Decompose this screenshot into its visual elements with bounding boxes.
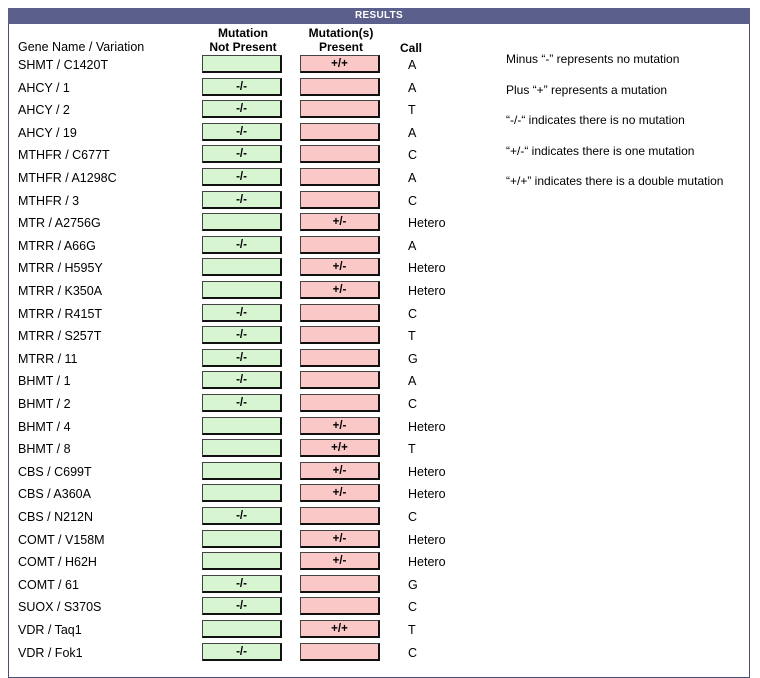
gene-variation: MTRR / 11 [18, 351, 78, 366]
gene-variation: COMT / 61 [18, 577, 79, 592]
table-row [0, 643, 500, 665]
table-row [0, 281, 500, 303]
table-row [0, 258, 500, 280]
mutation-present-cell: +/- [300, 213, 380, 231]
mutation-not-present-cell: -/- [202, 371, 282, 389]
call-value: C [408, 306, 418, 321]
call-value: A [408, 58, 417, 72]
table-row [0, 371, 500, 393]
mutation-not-present-cell [202, 417, 282, 435]
mutation-not-present-cell: -/- [202, 326, 282, 344]
gene-variation: MTHFR / A1298C [18, 171, 117, 185]
call-value: A [408, 125, 417, 140]
call-value: G [408, 351, 418, 366]
call-value: T [408, 329, 416, 344]
mutation-not-present-cell: -/- [202, 78, 282, 96]
table-row [0, 484, 500, 506]
mutation-present-cell [300, 507, 380, 525]
mutation-present-cell [300, 575, 380, 593]
table-row [0, 349, 500, 371]
mutation-not-present-cell [202, 552, 282, 570]
table-row [0, 394, 500, 416]
mutation-not-present-cell: -/- [202, 304, 282, 322]
mutation-not-present-cell: -/- [202, 100, 282, 118]
table-row [0, 304, 500, 326]
call-value: Hetero [408, 419, 446, 434]
table-row [0, 100, 500, 122]
gene-variation: COMT / V158M [18, 532, 105, 547]
mutation-present-cell: +/- [300, 462, 380, 480]
call-value: T [408, 442, 416, 457]
call-value: Hetero [408, 532, 446, 547]
results-title: RESULTS [8, 8, 750, 24]
not-present-header-line2: Not Present [209, 40, 277, 54]
gene-variation: CBS / C699T [18, 464, 92, 479]
table-row [0, 552, 500, 574]
mutation-present-cell: +/+ [300, 55, 380, 73]
gene-variation: AHCY / 1 [18, 80, 70, 95]
mutation-present-cell [300, 304, 380, 322]
call-value: Hetero [408, 487, 446, 502]
gene-variation: CBS / A360A [18, 487, 91, 502]
table-row [0, 597, 500, 619]
mutation-present-cell [300, 100, 380, 118]
call-value: T [408, 623, 416, 637]
call-value: Hetero [408, 555, 446, 570]
call-value: A [408, 238, 417, 253]
mutation-present-cell [300, 236, 380, 254]
call-value: Hetero [408, 464, 446, 479]
call-value: G [408, 577, 418, 592]
call-value: C [408, 645, 418, 660]
gene-variation: CBS / N212N [18, 510, 94, 524]
table-row [0, 145, 500, 167]
mutation-not-present-cell: -/- [202, 507, 282, 525]
call-value: C [408, 397, 418, 411]
table-row [0, 417, 500, 439]
table-row [0, 191, 500, 213]
present-header-line2: Present [318, 40, 364, 54]
gene-variation: BHMT / 2 [18, 397, 71, 411]
mutation-not-present-cell [202, 213, 282, 231]
mutation-not-present-cell: -/- [202, 597, 282, 615]
table-row [0, 123, 500, 145]
table-row [0, 530, 500, 552]
mutation-present-cell: +/+ [300, 620, 380, 638]
mutation-present-cell: +/- [300, 484, 380, 502]
call-value: Hetero [408, 216, 446, 231]
table-row [0, 439, 500, 461]
legend-line: “-/-“ indicates there is no mutation [506, 113, 685, 127]
call-value: C [408, 600, 418, 615]
call-value: C [408, 510, 418, 524]
legend-line: Minus “-” represents no mutation [506, 52, 680, 66]
call-value: Hetero [408, 284, 446, 298]
call-column-header: Call [400, 41, 423, 55]
mutation-not-present-cell: -/- [202, 168, 282, 186]
mutation-not-present-cell [202, 439, 282, 457]
call-value: A [408, 171, 417, 185]
mutation-present-cell [300, 123, 380, 141]
mutation-not-present-cell: -/- [202, 236, 282, 254]
present-column-header [297, 26, 385, 54]
mutation-present-cell [300, 191, 380, 209]
gene-variation: MTRR / R415T [18, 306, 103, 321]
not-present-column-header [200, 26, 286, 54]
mutation-present-cell [300, 349, 380, 367]
mutation-present-cell [300, 326, 380, 344]
gene-variation: BHMT / 8 [18, 442, 71, 457]
gene-variation: MTRR / A66G [18, 238, 96, 253]
table-row [0, 462, 500, 484]
mutation-not-present-cell [202, 530, 282, 548]
gene-variation: SUOX / S370S [18, 600, 102, 615]
call-value: T [408, 103, 416, 118]
call-value: C [408, 148, 418, 163]
mutation-present-cell [300, 597, 380, 615]
mutation-present-cell [300, 168, 380, 186]
mutation-present-cell: +/- [300, 258, 380, 276]
gene-variation: MTHFR / 3 [18, 193, 80, 208]
gene-column-header: Gene Name / Variation [18, 40, 145, 54]
mutation-not-present-cell [202, 484, 282, 502]
legend-line: “+/+” indicates there is a double mutation [506, 174, 724, 188]
mutation-present-cell: +/- [300, 552, 380, 570]
gene-variation: AHCY / 19 [18, 125, 77, 140]
table-row [0, 55, 500, 77]
gene-variation: BHMT / 1 [18, 374, 71, 389]
mutation-present-cell [300, 78, 380, 96]
gene-variation: MTRR / S257T [18, 329, 102, 344]
gene-variation: SHMT / C1420T [18, 58, 109, 72]
table-row [0, 168, 500, 190]
mutation-not-present-cell: -/- [202, 349, 282, 367]
table-row [0, 78, 500, 100]
gene-variation: VDR / Fok1 [18, 645, 83, 660]
gene-variation: VDR / Taq1 [18, 623, 82, 637]
mutation-not-present-cell [202, 258, 282, 276]
gene-variation: MTRR / H595Y [18, 261, 103, 276]
mutation-not-present-cell: -/- [202, 394, 282, 412]
mutation-present-cell [300, 371, 380, 389]
mutation-not-present-cell: -/- [202, 575, 282, 593]
mutation-not-present-cell [202, 55, 282, 73]
gene-variation: BHMT / 4 [18, 419, 71, 434]
mutation-present-cell: +/+ [300, 439, 380, 457]
table-row [0, 213, 500, 235]
call-value: A [408, 374, 417, 389]
legend-line: Plus “+” represents a mutation [506, 82, 668, 97]
mutation-not-present-cell [202, 462, 282, 480]
mutation-present-cell: +/- [300, 530, 380, 548]
call-value: C [408, 193, 418, 208]
present-header-line1: Mutation(s) [308, 26, 374, 40]
mutation-not-present-cell: -/- [202, 191, 282, 209]
gene-variation: MTRR / K350A [18, 284, 103, 298]
gene-variation: MTR / A2756G [18, 216, 101, 231]
gene-variation: AHCY / 2 [18, 103, 70, 118]
mutation-present-cell [300, 394, 380, 412]
gene-variation: MTHFR / C677T [18, 148, 110, 163]
not-present-header-line1: Mutation [218, 26, 268, 40]
mutation-present-cell: +/- [300, 281, 380, 299]
mutation-not-present-cell [202, 281, 282, 299]
mutation-not-present-cell: -/- [202, 123, 282, 141]
call-value: Hetero [408, 261, 446, 276]
mutation-present-cell [300, 643, 380, 661]
mutation-present-cell [300, 145, 380, 163]
table-row [0, 575, 500, 597]
call-value: A [408, 80, 417, 95]
mutation-present-cell: +/- [300, 417, 380, 435]
mutation-not-present-cell: -/- [202, 643, 282, 661]
mutation-not-present-cell [202, 620, 282, 638]
legend-line: “+/-“ indicates there is one mutation [506, 143, 695, 158]
table-row [0, 620, 500, 642]
table-row [0, 507, 500, 529]
mutation-not-present-cell: -/- [202, 145, 282, 163]
table-row [0, 326, 500, 348]
gene-variation: COMT / H62H [18, 555, 97, 570]
table-row [0, 236, 500, 258]
